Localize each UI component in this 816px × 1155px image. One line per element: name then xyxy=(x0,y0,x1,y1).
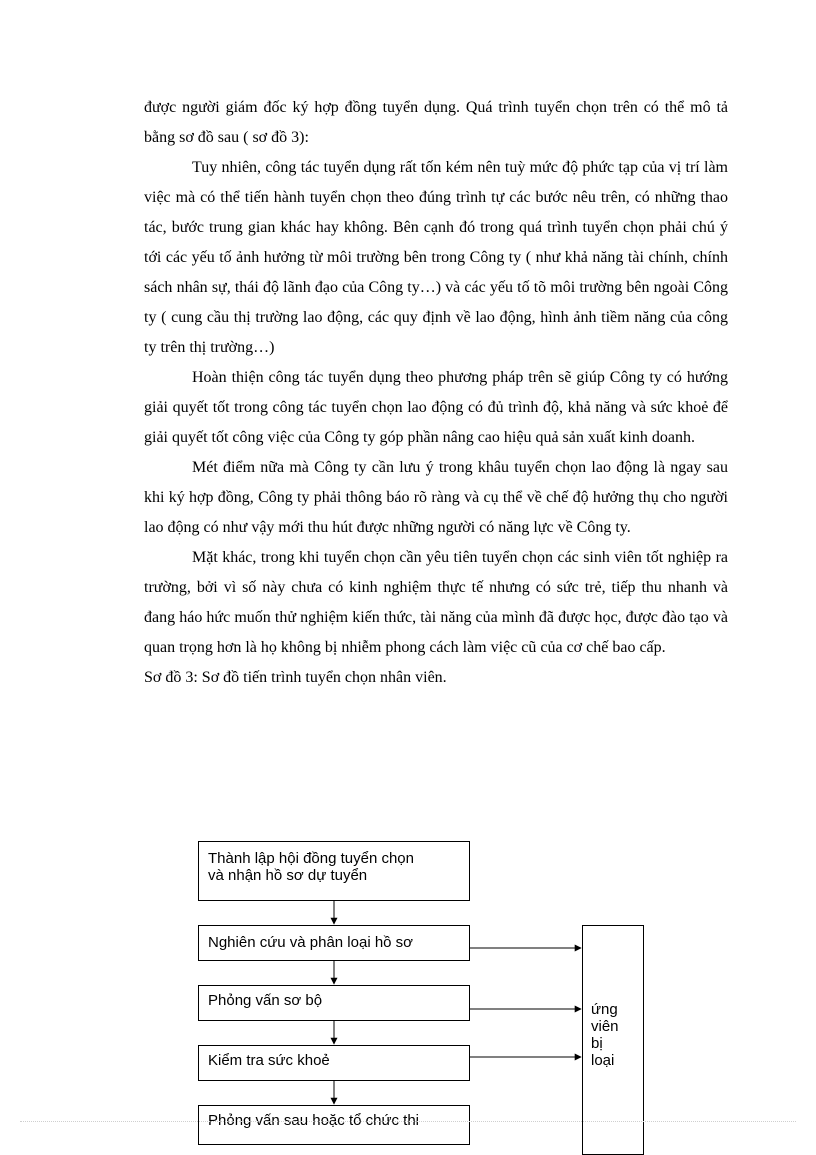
step-4-box xyxy=(198,1045,470,1081)
document-body xyxy=(144,93,728,693)
reject-line-2: viên xyxy=(591,1018,619,1035)
paragraph-2: Tuy nhiên, công tác tuyển dụng rất tốn kém nên tuỳ mức độ phức tạp của vị trí làm việc mà có thể tiến hành tuyển chọn theo đúng trình tự các bước nêu trên, có những thao tác, bước trung gian khác hay không. Bên cạnh đó trong quá trình tuyển chọn phải chú ý tới các yếu tố ảnh hưởng từ môi trường bên trong Công ty ( như khả năng tài chính, chính sách nhân sự, thái độ lãnh đạo của Công ty…) và các yếu tố tõ môi trường bên ngoài Công ty ( cung cầu thị trường lao động, các quy định về lao động, hình ảnh tiềm năng của công ty trên thị trường…) xyxy=(144,159,728,356)
paragraph-1: được người giám đốc ký hợp đồng tuyển dụng. Quá trình tuyển chọn trên có thể mô tả bằng sơ đồ sau ( sơ đồ 3): xyxy=(144,99,728,146)
diagram-caption: Sơ đồ 3: Sơ đồ tiến trình tuyển chọn nhân viên. xyxy=(144,669,447,686)
step-2-label: Nghiên cứu và phân loại hồ sơ xyxy=(208,934,414,951)
reject-line-4: loại xyxy=(591,1052,615,1069)
step-5-label: Phỏng vấn sau hoặc tổ chức thi xyxy=(208,1112,420,1129)
page-edge xyxy=(20,1121,796,1122)
step-5-box xyxy=(198,1105,470,1145)
step-4-label: Kiểm tra sức khoẻ xyxy=(208,1052,330,1069)
reject-line-1: ứng xyxy=(591,1001,618,1018)
step-1-line-2: và nhận hồ sơ dự tuyển xyxy=(208,867,368,884)
step-3-label: Phỏng vấn sơ bộ xyxy=(208,992,323,1009)
reject-line-3: bị xyxy=(591,1035,603,1052)
step-1-line-1: Thành lập hội đồng tuyển chọn xyxy=(208,850,414,867)
step-1-box xyxy=(198,841,470,901)
step-3-box xyxy=(198,985,470,1021)
paragraph-3: Hoàn thiện công tác tuyển dụng theo phương pháp trên sẽ giúp Công ty có hướng giải quyết tốt trong công tác tuyển chọn lao động có đủ trình độ, khả năng và sức khoẻ để giải quyết tốt công việc của Công ty góp phần nâng cao hiệu quả sản xuất kinh doanh. xyxy=(144,369,728,446)
paragraph-5: Mặt khác, trong khi tuyển chọn cần yêu tiên tuyển chọn các sinh viên tốt nghiệp ra trường, bởi vì số này chưa có kinh nghiệm thực tế nhưng có sức trẻ, tiếp thu nhanh và đang háo hức muốn thử nghiệm kiến thức, tài năng của mình đã được học, được đào tạo và quan trọng hơn là họ không bị nhiễm phong cách làm việc cũ của cơ chế bao cấp. xyxy=(144,549,728,656)
paragraph-4: Mét điểm nữa mà Công ty cần lưu ý trong khâu tuyển chọn lao động là ngay sau khi ký hợp đồng, Công ty phải thông báo rõ ràng và cụ thể về chế độ hưởng thụ cho người lao động có như vậy mới thu hút được những người có năng lực về Công ty. xyxy=(144,459,728,536)
step-2-box xyxy=(198,925,470,961)
